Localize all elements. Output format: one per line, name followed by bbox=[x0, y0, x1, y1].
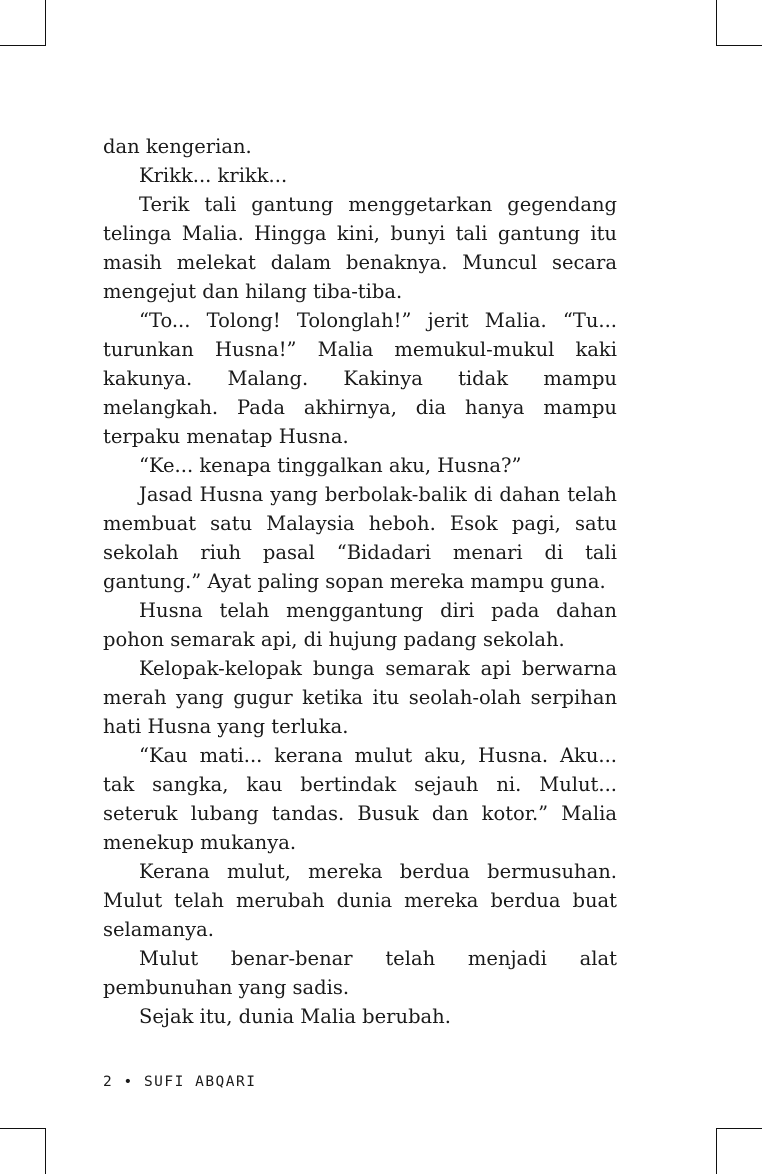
paragraph: Mulut benar-benar telah menjadi alat pembunuhan yang sadis. bbox=[103, 947, 617, 999]
crop-mark-top-left-horizontal bbox=[0, 45, 46, 46]
crop-mark-top-right-horizontal bbox=[716, 45, 762, 46]
crop-mark-bottom-left-vertical bbox=[45, 1128, 46, 1174]
author-name: SUFI ABQARI bbox=[143, 1074, 257, 1090]
paragraph: Husna telah menggantung diri pada dahan pohon semarak api, di hujung padang sekolah. bbox=[103, 599, 617, 651]
paragraph: “Ke... kenapa tinggalkan aku, Husna?” bbox=[139, 454, 522, 477]
paragraph: Krikk... krikk... bbox=[139, 164, 288, 187]
paragraph: dan kengerian. bbox=[103, 135, 252, 158]
paragraph: Kelopak-kelopak bunga semarak api berwarna merah yang gugur ketika itu seolah-olah serpihan hati Husna yang terluka. bbox=[103, 657, 617, 738]
paragraph: Terik tali gantung menggetarkan gegendang telinga Malia. Hingga kini, bunyi tali gantung itu masih melekat dalam benaknya. Muncul secara mengejut dan hilang tiba-tiba. bbox=[103, 193, 617, 303]
paragraph: Sejak itu, dunia Malia berubah. bbox=[139, 1005, 451, 1028]
paragraph: “Kau mati... kerana mulut aku, Husna. Aku... tak sangka, kau bertindak sejauh ni. Mulut... seteruk lubang tandas. Busuk dan kotor.” Malia menekup mukanya. bbox=[103, 744, 617, 854]
crop-mark-bottom-right-horizontal bbox=[716, 1128, 762, 1129]
page-number: 2 bbox=[103, 1074, 114, 1090]
paragraph: Kerana mulut, mereka berdua bermusuhan. Mulut telah merubah dunia mereka berdua buat selamanya. bbox=[103, 860, 617, 941]
paragraph: “To... Tolong! Tolonglah!” jerit Malia. “Tu... turunkan Husna!” Malia memukul-mukul kaki kakunya. Malang. Kakinya tidak mampu melangkah. Pada akhirnya, dia hanya mampu terpaku menatap Husna. bbox=[103, 309, 617, 448]
page-footer bbox=[103, 1074, 256, 1090]
crop-mark-bottom-right-vertical bbox=[716, 1128, 717, 1174]
footer-separator: • bbox=[123, 1074, 134, 1090]
paragraph: Jasad Husna yang berbolak-balik di dahan telah membuat satu Malaysia heboh. Esok pagi, satu sekolah riuh pasal “Bidadari menari di tali gantung.” Ayat paling sopan mereka mampu guna. bbox=[103, 483, 617, 593]
crop-mark-bottom-left-horizontal bbox=[0, 1128, 46, 1129]
crop-mark-top-left-vertical bbox=[45, 0, 46, 46]
crop-mark-top-right-vertical bbox=[716, 0, 717, 46]
body-text bbox=[103, 132, 617, 1031]
